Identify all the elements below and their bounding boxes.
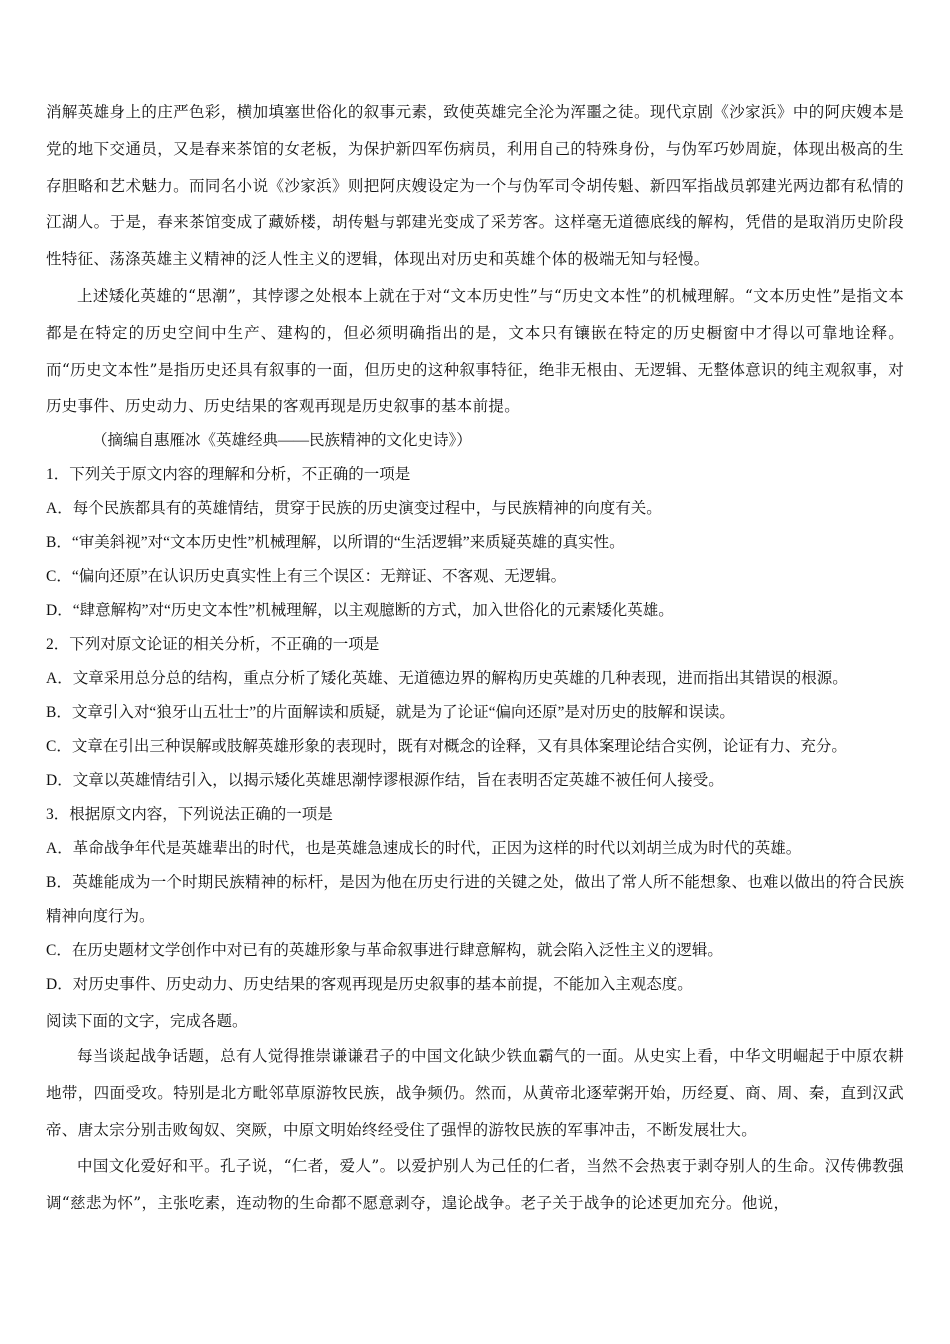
- q3-option-b: B．英雄能成为一个时期民族精神的标杆，是因为他在历史行进的关键之处，做出了常人所不能想象、也难以做出的符合民族精神向度行为。: [46, 874, 904, 925]
- question-2-stem: 2．下列对原文论证的相关分析，不正确的一项是: [46, 636, 380, 653]
- q1-option-a: A．每个民族都具有的英雄情结，贯穿于民族的历史演变过程中，与民族精神的向度有关。: [46, 500, 662, 517]
- reading-instruction: 阅读下面的文字，完成各题。: [46, 1013, 248, 1030]
- passage-paragraph-2: 上述矮化英雄的“思潮”，其悖谬之处根本上就在于对“文本历史性”与“历史文本性”的机械理解。“文本历史性”是指文本都是在特定的历史空间中生产、建构的，但必须明确指出的是，文本只有镶嵌在特定的历史橱窗中才得以可靠地诠释。而“历史文本性”是指历史还具有叙事的一面，但历史的这种叙事特征，绝非无根由、无逻辑、无整体意识的纯主观叙事，对历史事件、历史动力、历史结果的客观再现是历史叙事的基本前提。: [46, 287, 904, 416]
- q3-option-c: C．在历史题材文学创作中对已有的英雄形象与革命叙事进行肆意解构，就会陷入泛性主义的逻辑。: [46, 942, 723, 959]
- passage-paragraph-1: 消解英雄身上的庄严色彩，横加填塞世俗化的叙事元素，致使英雄完全沦为浑噩之徒。现代京剧《沙家浜》中的阿庆嫂本是党的地下交通员，又是春来茶馆的女老板，为保护新四军伤病员，利用自己的特殊身份，与伪军巧妙周旋，体现出极高的生存胆略和艺术魅力。而同名小说《沙家浜》则把阿庆嫂设定为一个与伪军司令胡传魁、新四军指战员郭建光两边都有私情的江湖人。于是，春来茶馆变成了藏娇楼，胡传魁与郭建光变成了采芳客。这样毫无道德底线的解构，凭借的是取消历史阶段性特征、荡涤英雄主义精神的泛人性主义的逻辑，体现出对历史和英雄个体的极端无知与轻慢。: [46, 103, 904, 269]
- q3-option-a: A．革命战争年代是英雄辈出的时代，也是英雄急速成长的时代，正因为这样的时代以刘胡兰成为时代的英雄。: [46, 840, 802, 857]
- question-3-stem: 3．根据原文内容，下列说法正确的一项是: [46, 806, 333, 823]
- q1-option-d: D．“肆意解构”对“历史文本性”机械理解，以主观臆断的方式，加入世俗化的元素矮化英雄。: [46, 602, 674, 619]
- q2-option-a: A．文章采用总分总的结构，重点分析了矮化英雄、无道德边界的解构历史英雄的几种表现，进而指出其错误的根源。: [46, 670, 848, 687]
- passage2-paragraph-1: 每当谈起战争话题，总有人觉得推崇谦谦君子的中国文化缺少铁血霸气的一面。从史实上看，中华文明崛起于中原农耕地带，四面受攻。特别是北方毗邻草原游牧民族，战争频仍。然而，从黄帝北逐荤粥开始，历经夏、商、周、秦，直到汉武帝、唐太宗分别击败匈奴、突厥，中原文明始终经受住了强悍的游牧民族的军事冲击，不断发展壮大。: [46, 1047, 904, 1139]
- q2-option-b: B．文章引入对“狼牙山五壮士”的片面解读和质疑，就是为了论证“偏向还原”是对历史的肢解和误读。: [46, 704, 735, 721]
- q2-option-c: C．文章在引出三种误解或肢解英雄形象的表现时，既有对概念的诠释，又有具体案理论结合实例，论证有力、充分。: [46, 738, 847, 755]
- q3-option-d: D．对历史事件、历史动力、历史结果的客观再现是历史叙事的基本前提，不能加入主观态度。: [46, 976, 693, 993]
- q1-option-c: C．“偏向还原”在认识历史真实性上有三个误区：无辩证、不客观、无逻辑。: [46, 568, 567, 585]
- question-1-stem: 1．下列关于原文内容的理解和分析，不正确的一项是: [46, 466, 411, 483]
- passage2-paragraph-2: 中国文化爱好和平。孔子说，“仁者，爱人”。以爱护别人为己任的仁者，当然不会热衷于剥夺别人的生命。汉传佛教强调“慈悲为怀”，主张吃素，连动物的生命都不愿意剥夺，遑论战争。老子关于战争的论述更加充分。他说，: [46, 1157, 904, 1212]
- source-citation: （摘编自惠雁冰《英雄经典——民族精神的文化史诗》）: [92, 432, 472, 449]
- q1-option-b: B．“审美斜视”对“文本历史性”机械理解，以所谓的“生活逻辑”来质疑英雄的真实性。: [46, 534, 625, 551]
- q2-option-d: D．文章以英雄情结引入，以揭示矮化英雄思潮悖谬根源作结，旨在表明否定英雄不被任何人接受。: [46, 772, 724, 789]
